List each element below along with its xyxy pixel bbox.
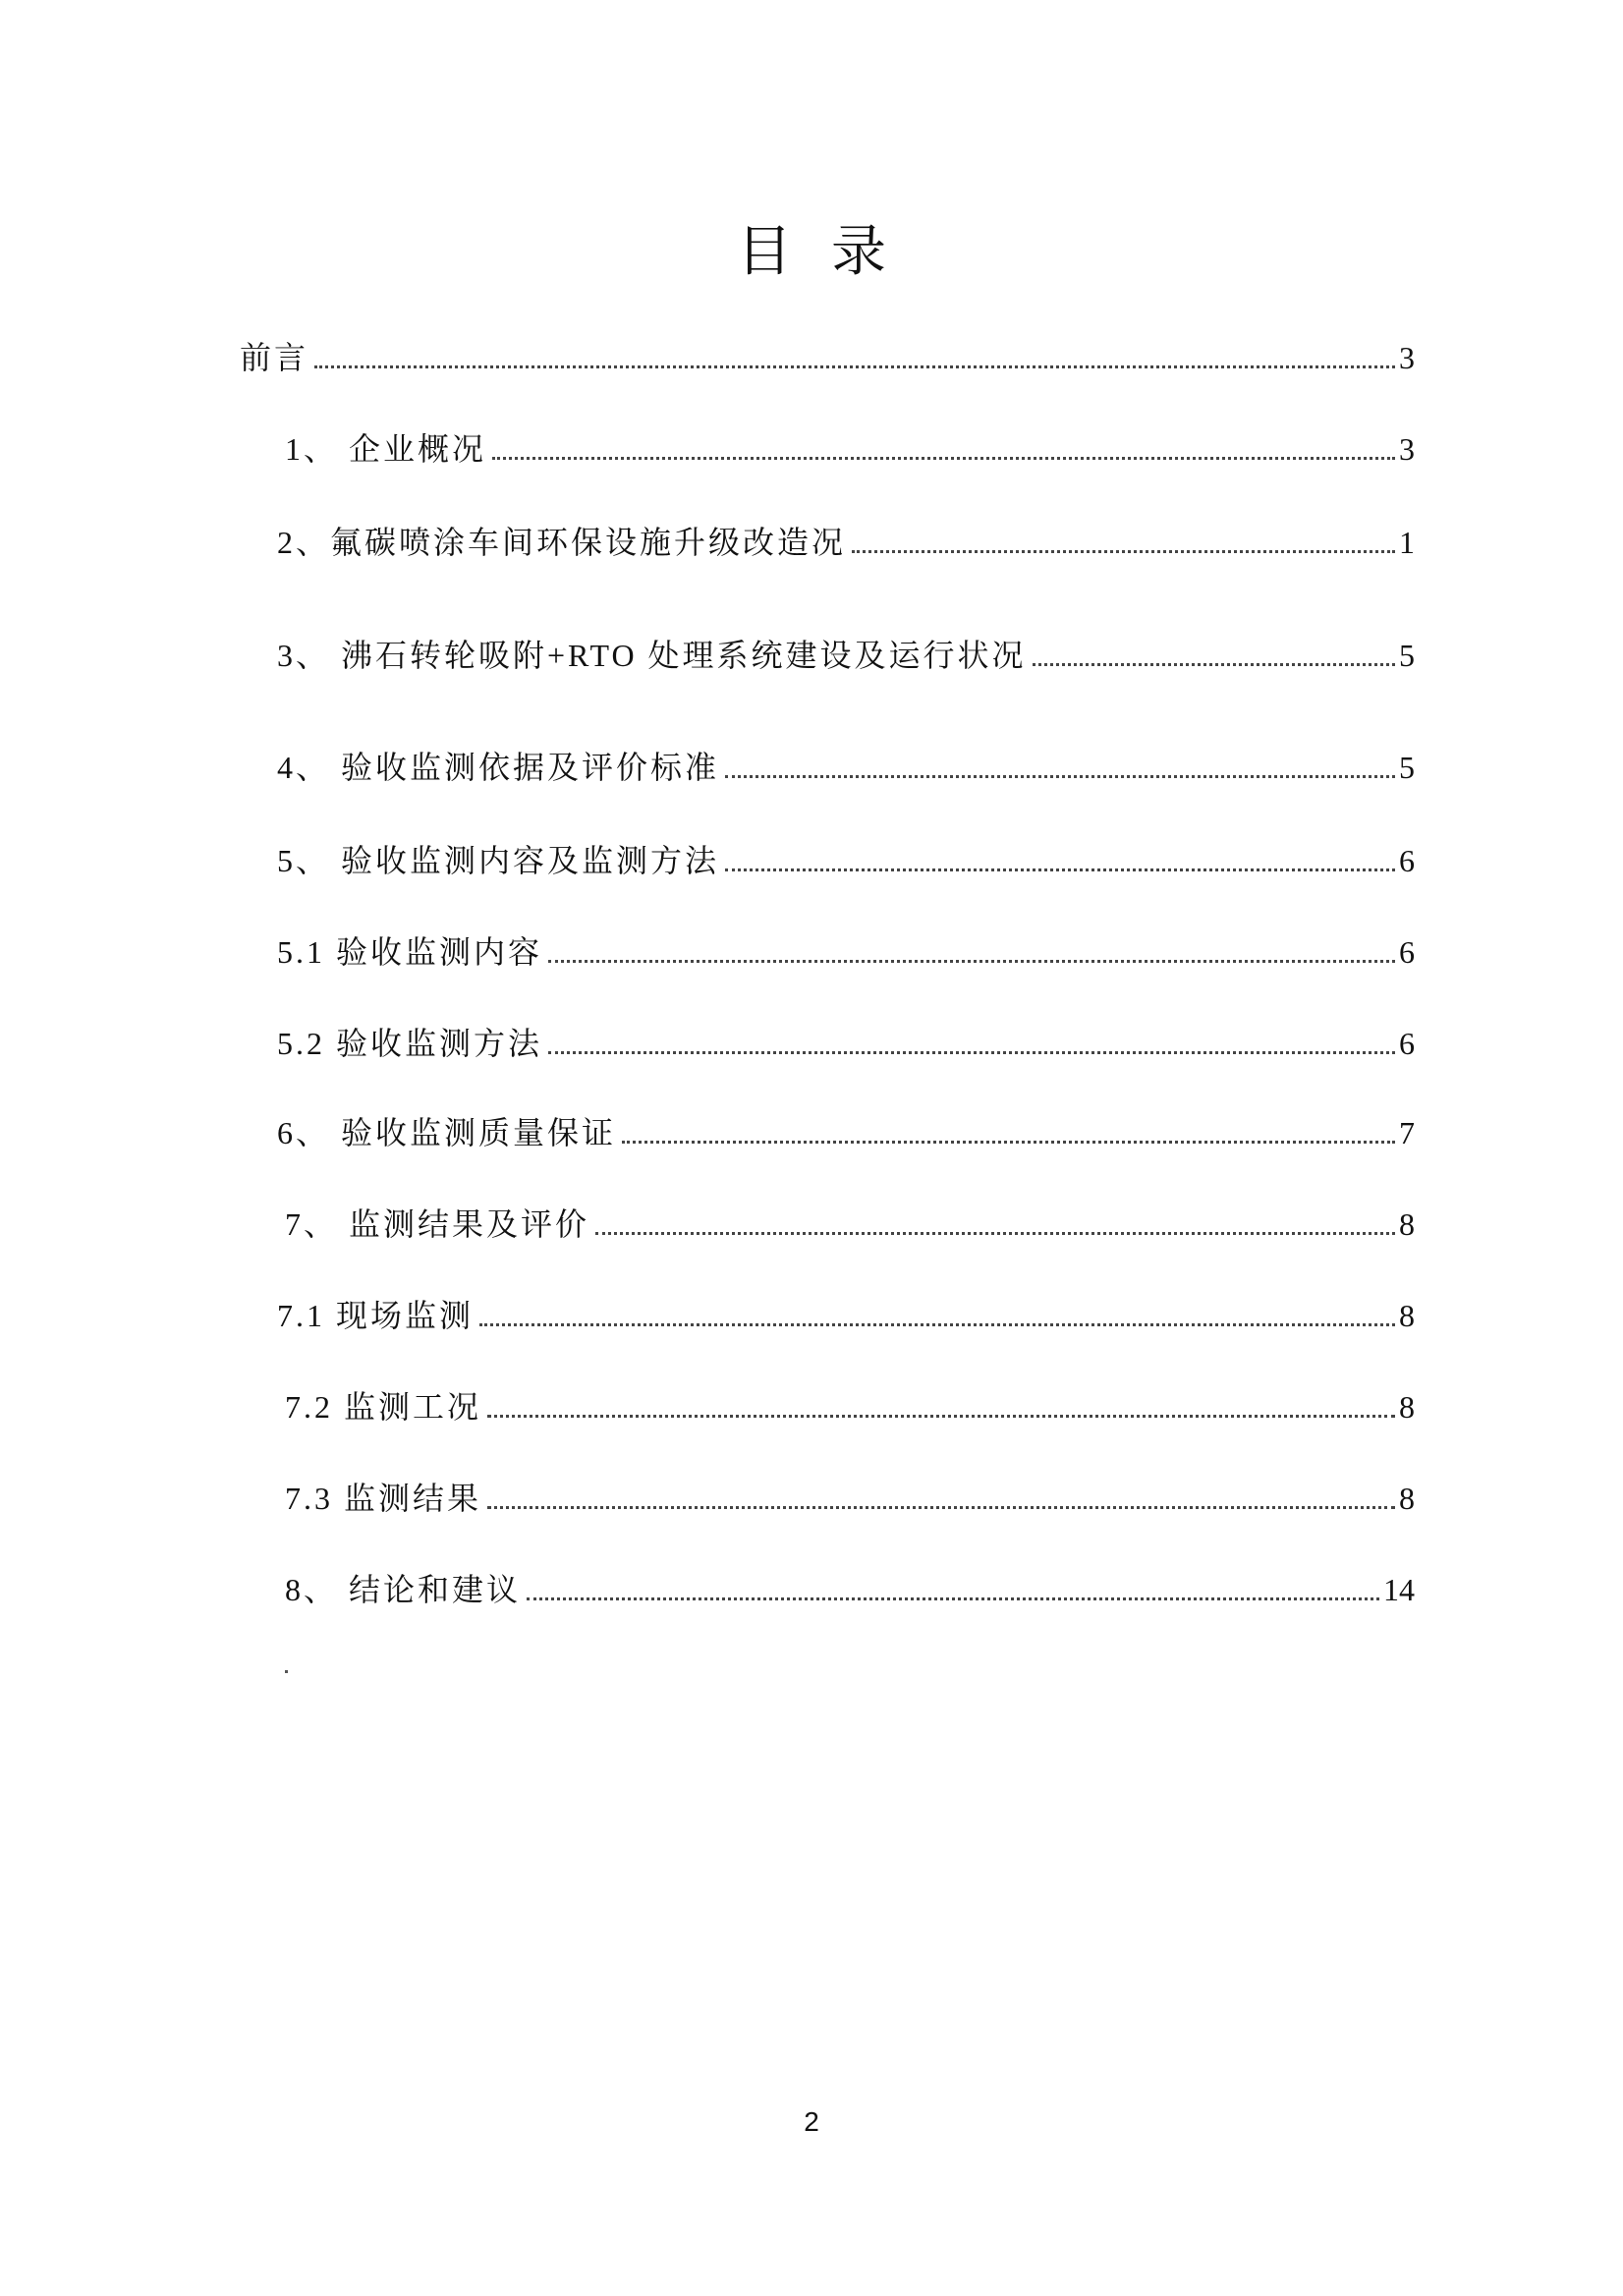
toc-entry-label: 7.3 监测结果 xyxy=(285,1481,482,1516)
dot-leader xyxy=(314,365,1395,368)
dot-leader xyxy=(725,868,1395,871)
toc-entry[interactable] xyxy=(240,338,1415,377)
toc-entry-label: 4、 验收监测依据及评价标准 xyxy=(277,750,720,785)
toc-entry-label: 8、 结论和建议 xyxy=(285,1572,522,1607)
toc-entry[interactable] xyxy=(277,748,1415,787)
dot-leader xyxy=(548,1051,1395,1054)
dot-leader xyxy=(487,1506,1395,1509)
dot-leader xyxy=(492,457,1395,460)
toc-entry-page: 5 xyxy=(1399,638,1415,673)
toc-entry-page: 5 xyxy=(1399,750,1415,785)
dot-leader xyxy=(725,775,1395,778)
toc-entry-label: 5.2 验收监测方法 xyxy=(277,1026,543,1061)
toc-entry-page: 6 xyxy=(1399,843,1415,878)
toc-entry-label: 6、 验收监测质量保证 xyxy=(277,1115,617,1150)
toc-entry-label: 3、 沸石转轮吸附+RTO 处理系统建设及运行状况 xyxy=(277,638,1027,673)
toc-entry-label: 7.2 监测工况 xyxy=(285,1389,482,1425)
dot-leader xyxy=(622,1141,1395,1144)
dot-leader xyxy=(852,550,1395,553)
toc-entry[interactable] xyxy=(277,636,1415,675)
toc-entry-page: 6 xyxy=(1399,934,1415,970)
dot-leader xyxy=(548,960,1395,963)
toc-entry[interactable] xyxy=(277,1024,1415,1063)
toc-entry-page: 3 xyxy=(1399,431,1415,467)
dot-leader xyxy=(479,1323,1395,1326)
toc-entry[interactable] xyxy=(277,1113,1415,1152)
toc-entry[interactable] xyxy=(285,1479,1415,1518)
toc-entry-label: 7、 监测结果及评价 xyxy=(285,1206,590,1242)
toc-entry[interactable] xyxy=(285,429,1415,469)
toc-entry-page: 3 xyxy=(1399,340,1415,375)
toc-entry-label: 7.1 现场监测 xyxy=(277,1298,475,1333)
toc-entry-label: 5.1 验收监测内容 xyxy=(277,934,543,970)
dot-leader xyxy=(1033,663,1395,666)
toc-entry[interactable] xyxy=(285,1387,1415,1427)
toc-entry[interactable] xyxy=(277,1296,1415,1335)
toc-title: 目录 xyxy=(737,222,925,283)
toc-entry-label: 5、 验收监测内容及监测方法 xyxy=(277,843,720,878)
toc-entry[interactable] xyxy=(285,1204,1415,1244)
toc-entry-label: 2、氟碳喷涂车间环保设施升级改造况 xyxy=(277,525,847,560)
toc-entry-page: 8 xyxy=(1399,1206,1415,1242)
toc-entry[interactable] xyxy=(277,523,1415,562)
toc-entry-page: 6 xyxy=(1399,1026,1415,1061)
toc-entry-page: 8 xyxy=(1399,1298,1415,1333)
toc-entry[interactable] xyxy=(277,841,1415,880)
dot-leader xyxy=(527,1597,1379,1600)
stray-mark xyxy=(285,1670,288,1673)
toc-entry-label: 1、 企业概况 xyxy=(285,431,487,467)
toc-entry[interactable] xyxy=(285,1570,1415,1609)
toc-entry-page: 8 xyxy=(1399,1481,1415,1516)
dot-leader xyxy=(487,1415,1395,1418)
toc-entry-label: 前言 xyxy=(240,340,309,375)
toc-entry[interactable] xyxy=(277,932,1415,972)
dot-leader xyxy=(595,1232,1395,1235)
toc-entry-page: 8 xyxy=(1399,1389,1415,1425)
toc-entry-page: 1 xyxy=(1399,525,1415,560)
toc-entry-page: 14 xyxy=(1383,1572,1415,1607)
page-number: 2 xyxy=(804,2106,819,2137)
toc-entry-page: 7 xyxy=(1399,1115,1415,1150)
